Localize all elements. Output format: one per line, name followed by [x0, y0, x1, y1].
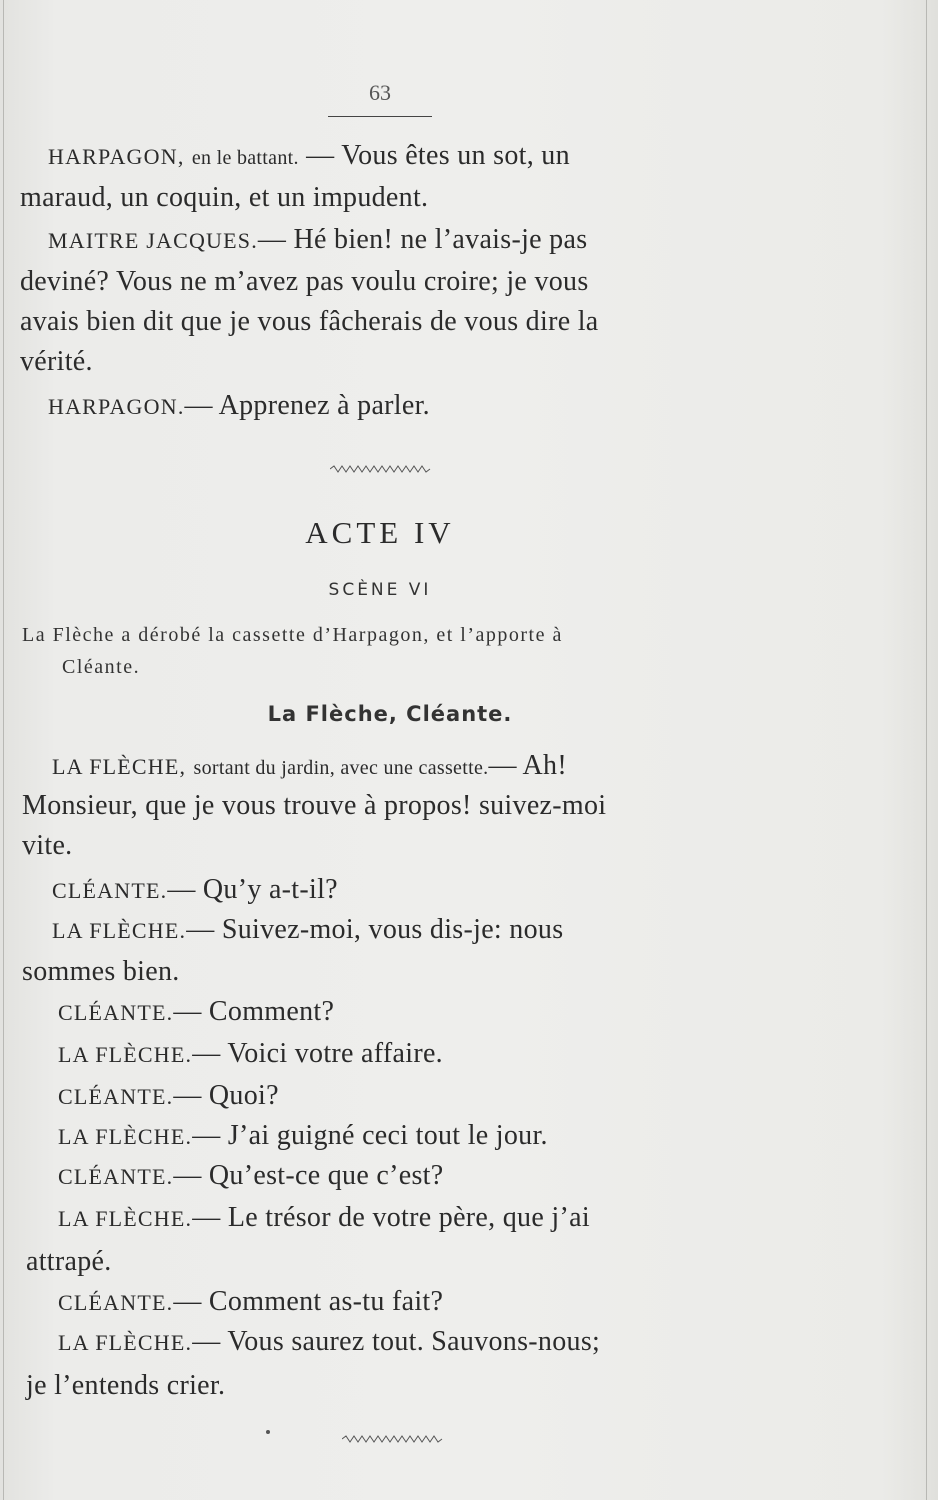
dialogue-line-3: vite.: [22, 830, 73, 861]
act-heading: ACTE IV: [305, 515, 455, 550]
line-text: — Suivez-moi, vous dis-je: nous: [186, 914, 564, 945]
speaker-name: CLÉANTE.: [58, 1290, 174, 1315]
dialogue-line-10: [58, 1120, 548, 1152]
line-text: — Apprenez à parler.: [184, 390, 430, 421]
dialogue-line-2: Monsieur, que je vous trouve à propos! suivez-moi: [22, 790, 607, 821]
line-text: — Qu’est-ce que c’est?: [173, 1160, 444, 1191]
dialogue-line-9: [58, 1080, 279, 1112]
stage-note: en le battant.: [191, 147, 299, 169]
ink-dot: [266, 1430, 270, 1434]
stage-direction-line-2: Cléante.: [62, 656, 141, 678]
scene-heading: SCÈNE VI: [328, 580, 432, 600]
speaker-name: LA FLÈCHE.: [58, 1206, 193, 1231]
speaker-name: LA FLÈCHE.: [58, 1124, 193, 1149]
dialogue-line-1: [52, 750, 567, 782]
dialogue-line-14: [58, 1286, 443, 1318]
line-text: — Quoi?: [173, 1080, 279, 1111]
dialogue-line-7: [58, 996, 334, 1028]
speaker-name: CLÉANTE.: [58, 1000, 174, 1025]
dialogue-line-13: attrapé.: [26, 1246, 112, 1277]
speaker-name: CLÉANTE.: [58, 1164, 174, 1189]
speaker-name: HARPAGON,: [48, 144, 185, 169]
speaker-name: HARPAGON.: [48, 394, 185, 419]
line-text: — Ah!: [488, 750, 567, 781]
speaker-name: MAITRE JACQUES.: [48, 228, 258, 253]
line-text: — Qu’y a-t-il?: [167, 874, 338, 905]
line-text: — Comment as-tu fait?: [173, 1286, 444, 1317]
text-line-2: maraud, un coquin, et un impudent.: [20, 182, 429, 213]
dialogue-line-16: je l’entends crier.: [26, 1370, 226, 1401]
line-text: — Comment?: [173, 996, 335, 1027]
line-text: — Voici votre affaire.: [192, 1038, 443, 1069]
line-text: — Hé bien! ne l’avais-je pas: [257, 224, 588, 255]
dialogue-line-15: [58, 1326, 600, 1358]
wavy-divider-bottom: [342, 1434, 444, 1444]
speaker-name: LA FLÈCHE.: [52, 918, 187, 943]
line-text: — Vous saurez tout. Sauvons-nous;: [192, 1326, 601, 1357]
text-line-4: deviné? Vous ne m’avez pas voulu croire; je vous: [20, 266, 589, 297]
speaker-name: LA FLÈCHE.: [58, 1330, 193, 1355]
scene-characters: La Flèche, Cléante.: [267, 702, 513, 726]
text-line-3: [48, 224, 587, 256]
page-number-rule: [328, 116, 432, 117]
stage-note: sortant du jardin, avec une cassette.: [193, 757, 489, 779]
dialogue-line-8: [58, 1038, 443, 1070]
speaker-name: CLÉANTE.: [52, 878, 168, 903]
text-line-1: [48, 140, 754, 172]
line-text: — Vous êtes un sot, un: [306, 140, 570, 171]
text-line-5: avais bien dit que je vous fâcherais de vous dire la: [20, 306, 599, 337]
page-number: 63: [369, 80, 391, 105]
dialogue-line-6: sommes bien.: [22, 956, 180, 987]
speaker-name: LA FLÈCHE,: [52, 754, 187, 779]
line-text: — Le trésor de votre père, que j’ai: [192, 1202, 590, 1233]
speaker-name: LA FLÈCHE.: [58, 1042, 193, 1067]
dialogue-line-12: [58, 1202, 590, 1234]
dialogue-line-4: [52, 874, 338, 906]
page-right-edge: [926, 0, 927, 1500]
wavy-divider-top: [330, 464, 436, 474]
page-left-edge: [3, 0, 4, 1500]
text-line-6: vérité.: [20, 346, 93, 377]
speaker-name: CLÉANTE.: [58, 1084, 174, 1109]
stage-direction-line-1: La Flèche a dérobé la cassette d’Harpagon, et l’apporte à: [22, 624, 563, 646]
text-line-7: [48, 390, 430, 422]
dialogue-line-11: [58, 1160, 443, 1192]
line-text: — J’ai guigné ceci tout le jour.: [192, 1120, 548, 1151]
dialogue-line-5: [52, 914, 563, 946]
